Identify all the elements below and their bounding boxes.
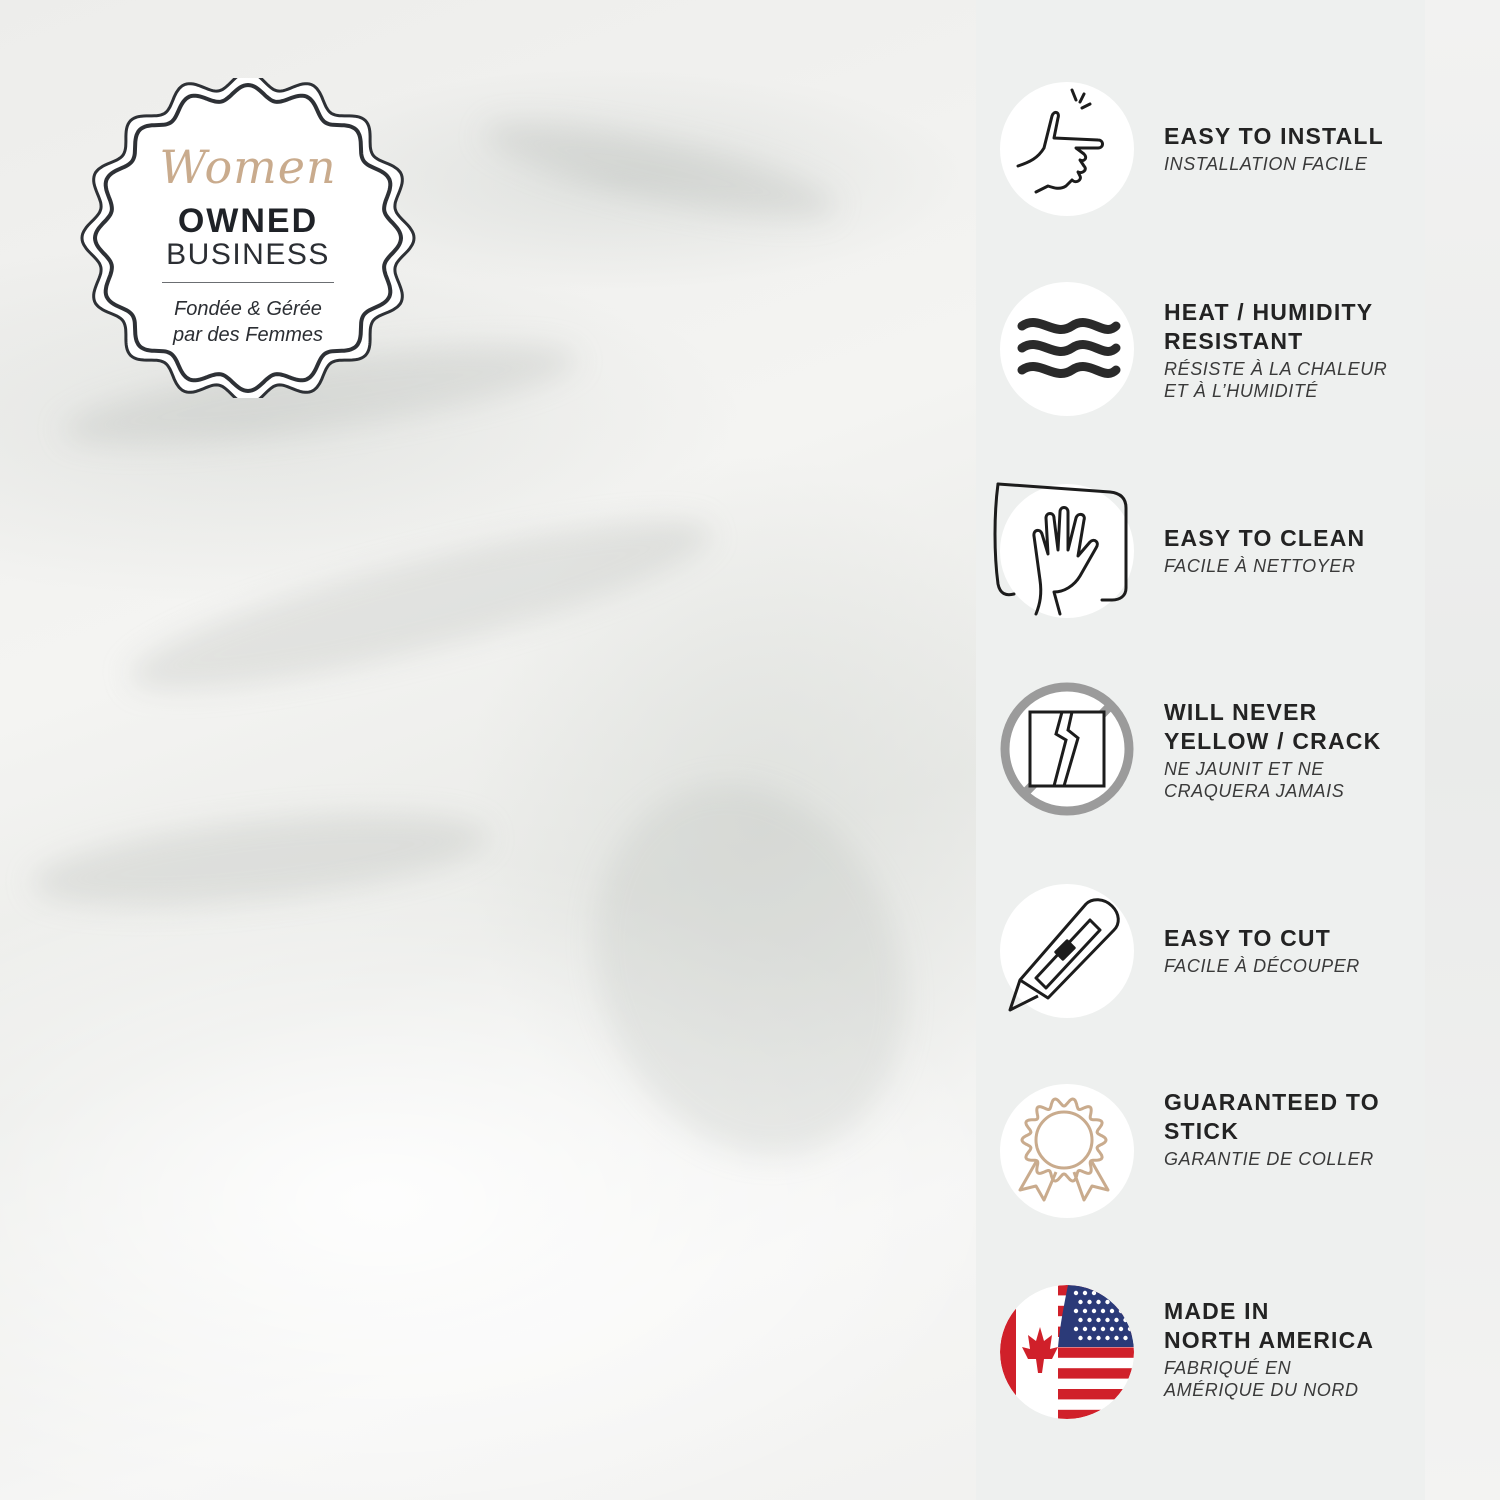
flag-star <box>1119 1291 1123 1295</box>
feature-title-line-2: RESISTANT <box>1164 328 1304 354</box>
feature-subtitle-line-1: FABRIQUÉ EN <box>1164 1358 1292 1378</box>
marble-edge-strip <box>1425 0 1500 1500</box>
no-crack-icon <box>1000 682 1134 816</box>
utility-knife-icon <box>1000 884 1134 1018</box>
feature-subtitle-line-1: RÉSISTE À LA CHALEUR <box>1164 359 1388 379</box>
flag-star <box>1119 1327 1123 1331</box>
flag-star <box>1114 1300 1118 1304</box>
feature-subtitle-line-2: ET À L’HUMIDITÉ <box>1164 381 1319 401</box>
flag-star <box>1087 1318 1091 1322</box>
flag-star <box>1101 1327 1105 1331</box>
flag-star <box>1074 1291 1078 1295</box>
feature-title-line-2: STICK <box>1164 1118 1239 1144</box>
feature-title: EASY TO CUT <box>1164 925 1331 951</box>
feature-subtitle: GARANTIE DE COLLER <box>1164 1149 1374 1169</box>
feature-title-line-2: NORTH AMERICA <box>1164 1327 1375 1353</box>
feature-made-in-north-america <box>976 1285 1425 1425</box>
feature-text <box>1164 122 1424 175</box>
feature-subtitle-line-2: AMÉRIQUE DU NORD <box>1164 1380 1359 1400</box>
feature-never-yellow-crack <box>976 682 1425 822</box>
feature-easy-to-cut <box>976 884 1425 1024</box>
flag-star <box>1128 1327 1132 1331</box>
feature-easy-to-install <box>976 82 1425 222</box>
marble-vein <box>478 103 843 237</box>
feature-text <box>1164 924 1424 977</box>
flag-star <box>1101 1309 1105 1313</box>
feature-heat-humidity <box>976 282 1425 422</box>
flag-star <box>1123 1318 1127 1322</box>
flag-star <box>1128 1291 1132 1295</box>
marble-vein <box>544 740 956 1200</box>
flag-stripe <box>1058 1368 1134 1378</box>
flag-star <box>1083 1309 1087 1313</box>
flag-star <box>1119 1309 1123 1313</box>
flag-star <box>1132 1300 1134 1304</box>
flag-star <box>1114 1318 1118 1322</box>
feature-text <box>1164 698 1424 802</box>
flag-stripe <box>1058 1410 1134 1419</box>
flag-star <box>1110 1291 1114 1295</box>
feature-text <box>1164 298 1424 402</box>
feature-text <box>1164 1297 1424 1401</box>
flag-star <box>1101 1291 1105 1295</box>
features-panel <box>976 0 1425 1500</box>
flag-star <box>1110 1309 1114 1313</box>
flag-star <box>1096 1336 1100 1340</box>
canada-usa-flag-icon <box>1000 1285 1134 1419</box>
feature-subtitle-line-2: CRAQUERA JAMAIS <box>1164 781 1345 801</box>
hand-wiping-icon <box>1000 484 1134 618</box>
badge-french-text <box>78 296 418 348</box>
guarantee-seal-icon <box>1000 1084 1134 1218</box>
flag-star <box>1123 1300 1127 1304</box>
flag-stripe <box>1058 1347 1134 1357</box>
feature-text <box>1164 1088 1424 1170</box>
badge-owned-text: OWNED <box>177 202 319 240</box>
flag-star <box>1096 1318 1100 1322</box>
pointing-hand-icon <box>1000 82 1134 216</box>
flag-star <box>1114 1336 1118 1340</box>
women-owned-business-badge <box>78 78 418 398</box>
marble-vein <box>27 796 493 924</box>
feature-title-line-1: GUARANTEED TO <box>1164 1089 1380 1115</box>
flag-star <box>1105 1300 1109 1304</box>
flag-star <box>1078 1336 1082 1340</box>
badge-divider <box>162 282 334 283</box>
flag-star <box>1092 1309 1096 1313</box>
feature-subtitle-line-1: NE JAUNIT ET NE <box>1164 759 1325 779</box>
flag-star <box>1092 1291 1096 1295</box>
feature-subtitle: FACILE À NETTOYER <box>1164 556 1356 576</box>
feature-title: EASY TO INSTALL <box>1164 123 1384 149</box>
flag-star <box>1087 1300 1091 1304</box>
flag-star <box>1074 1309 1078 1313</box>
badge-french-line-1: Fondée & Gérée <box>174 298 322 320</box>
badge-women-script: Women <box>159 140 337 194</box>
flag-star <box>1074 1327 1078 1331</box>
flag-star <box>1105 1336 1109 1340</box>
feature-title-line-1: WILL NEVER <box>1164 699 1318 725</box>
flag-star <box>1096 1300 1100 1304</box>
flag-star <box>1083 1327 1087 1331</box>
flag-star <box>1092 1327 1096 1331</box>
feature-title-line-1: MADE IN <box>1164 1298 1270 1324</box>
badge-french-line-2: par des Femmes <box>172 324 324 346</box>
feature-subtitle: FACILE À DÉCOUPER <box>1164 956 1360 976</box>
flag-star <box>1083 1291 1087 1295</box>
feature-text <box>1164 524 1424 577</box>
feature-title-line-1: HEAT / HUMIDITY <box>1164 299 1374 325</box>
flag-star <box>1123 1336 1127 1340</box>
marble-vein <box>118 489 722 721</box>
flag-star <box>1105 1318 1109 1322</box>
heat-waves-icon <box>1000 282 1134 416</box>
flag-stripe <box>1058 1389 1134 1399</box>
feature-subtitle: INSTALLATION FACILE <box>1164 154 1368 174</box>
badge-business-text: BUSINESS <box>166 238 330 271</box>
feature-guaranteed-to-stick <box>976 1084 1425 1224</box>
feature-title: EASY TO CLEAN <box>1164 525 1366 551</box>
feature-easy-to-clean <box>976 484 1425 624</box>
flag-star <box>1087 1336 1091 1340</box>
feature-title-line-2: YELLOW / CRACK <box>1164 728 1382 754</box>
flag-star <box>1110 1327 1114 1331</box>
flag-star <box>1078 1318 1082 1322</box>
flag-star <box>1078 1300 1082 1304</box>
flag-star <box>1128 1309 1132 1313</box>
flag-star <box>1132 1318 1134 1322</box>
